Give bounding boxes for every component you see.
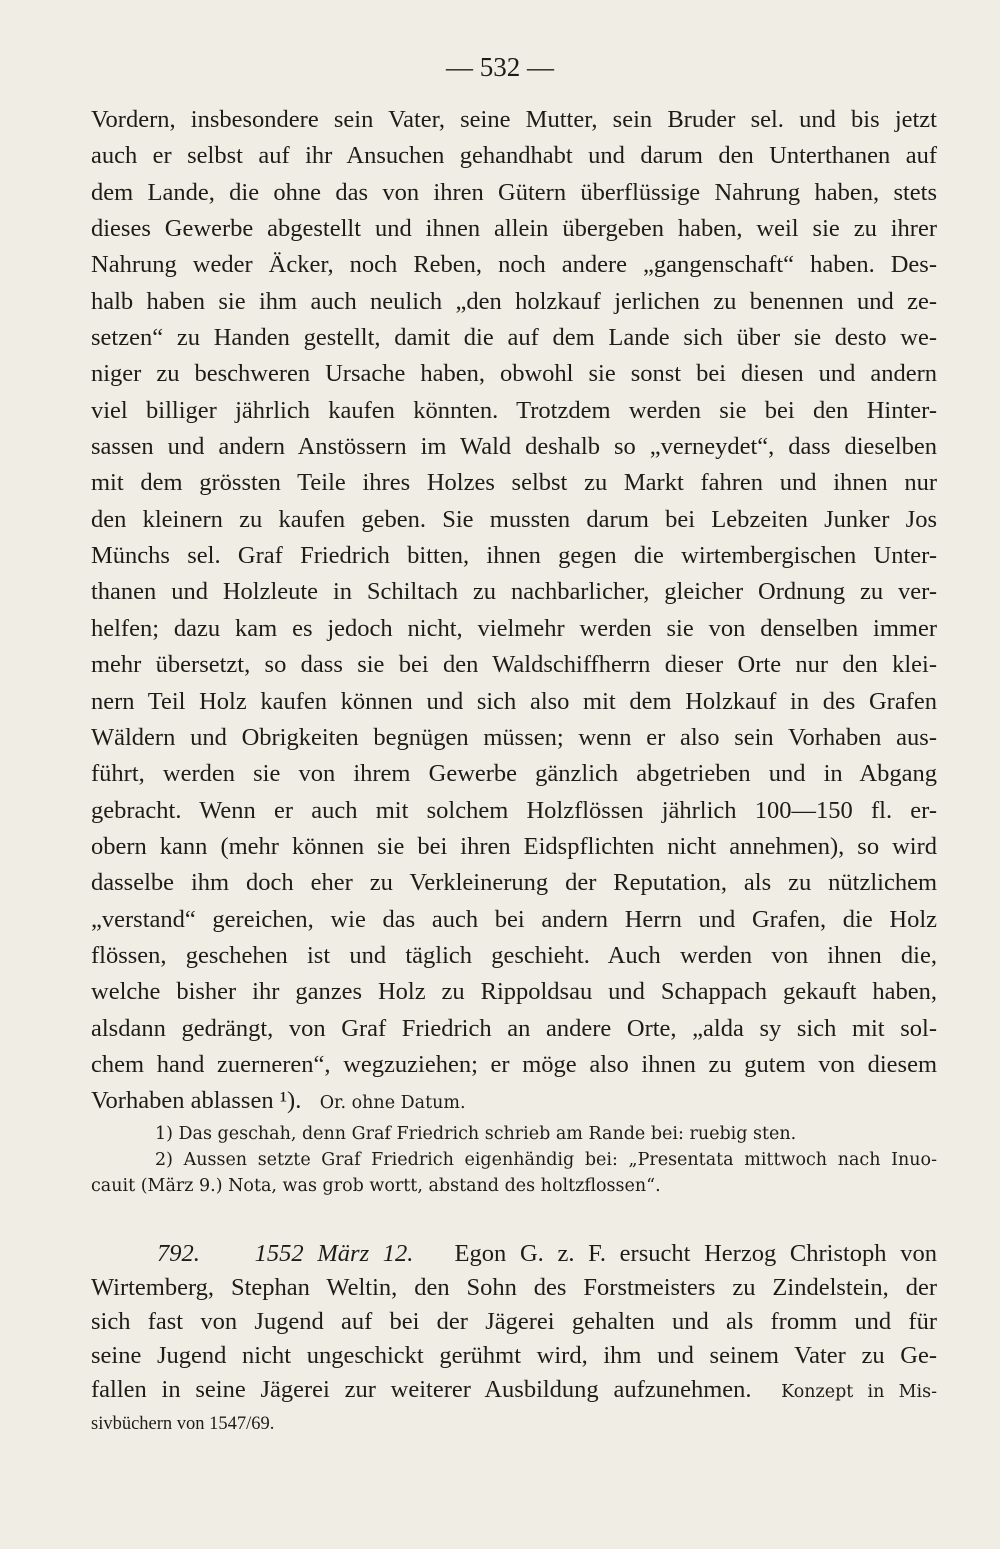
entry-number: 792. — [157, 1240, 200, 1267]
entry-source: Konzept in Mis- — [781, 1382, 938, 1403]
footnotes-block — [91, 1121, 937, 1199]
text-line-final — [91, 1083, 937, 1119]
text-line: dem Lande, die ohne das von ihren Gütern überflüssige Nahrung haben, stets — [91, 178, 937, 206]
text-line: helfen; dazu kam es jedoch nicht, vielmehr werden sie von denselben immer — [91, 614, 937, 642]
entry-line: Wirtemberg, Stephan Weltin, den Sohn des Forstmeisters zu Zindelstein, der — [91, 1274, 937, 1302]
text-line: führt, werden sie von ihrem Gewerbe gänzlich abgetrieben und in Abgang — [91, 760, 937, 788]
text-line: mit dem grössten Teile ihres Holzes selbst zu Markt fahren und ihnen nur — [91, 469, 937, 497]
entry-line: seine Jugend nicht ungeschickt gerühmt wird, ihm und seinem Vater zu Ge- — [91, 1342, 937, 1370]
text-line: Münchs sel. Graf Friedrich bitten, ihnen gegen die wirtembergischen Unter- — [91, 542, 937, 570]
text-line: setzen“ zu Handen gestellt, damit die auf dem Lande sich über sie desto we- — [91, 324, 937, 352]
text-line: Wäldern und Obrigkeiten begnügen müssen; wenn er also sein Vorhaben aus- — [91, 723, 937, 751]
footnote-2-cont: cauit (März 9.) Nota, was grob wortt, abstand des holtzflossen“. — [91, 1176, 661, 1196]
text-line: alsdann gedrängt, von Graf Friedrich an andere Orte, „alda sy sich mit sol- — [91, 1014, 937, 1042]
text-line: thanen und Holzleute in Schiltach zu nachbarlicher, gleicher Ordnung zu ver- — [91, 578, 937, 606]
text-line: chem hand zuerneren“, wegzuziehen; er möge also ihnen zu gutem von diesem — [91, 1050, 937, 1078]
text-line: flössen, geschehen ist und täglich geschieht. Auch werden von ihnen die, — [91, 941, 937, 969]
text-line: dasselbe ihm doch eher zu Verkleinerung der Reputation, als zu nützlichem — [91, 869, 937, 897]
entry-line-source — [91, 1373, 937, 1407]
text-line: viel billiger jährlich kaufen könnten. Trotzdem werden sie bei den Hinter- — [91, 396, 937, 424]
text-line: gebracht. Wenn er auch mit solchem Holzflössen jährlich 100—150 fl. er- — [91, 796, 937, 824]
entry-date: 1552 März 12. — [254, 1240, 414, 1267]
text-line: halb haben sie ihm auch neulich „den holzkauf jerlichen zu benennen und ze- — [91, 287, 937, 315]
text-line: welche bisher ihr ganzes Holz zu Rippoldsau und Schappach gekauft haben, — [91, 978, 937, 1006]
text-line: sassen und andern Anstössern im Wald deshalb so „verneydet“, dass dieselben — [91, 433, 937, 461]
text-line: mehr übersetzt, so dass sie bei den Waldschiffherrn dieser Orte nur den klei- — [91, 651, 937, 679]
entry-heading-line — [91, 1237, 937, 1271]
page-number: — 532 — — [446, 52, 554, 82]
entry-line: sich fast von Jugend auf bei der Jägerei gehalten und als fromm und für — [91, 1308, 937, 1336]
document-entry-792 — [91, 1237, 937, 1442]
text-line: „verstand“ gereichen, wie das auch bei andern Herrn und Grafen, die Holz — [91, 905, 937, 933]
footnote-2: 2) Aussen setzte Graf Friedrich eigenhändig bei: „Presentata mittwoch nach Inuo- — [155, 1150, 937, 1170]
text-line: den kleinern zu kaufen geben. Sie mussten darum bei Lebzeiten Junker Jos — [91, 505, 937, 533]
final-text: Vorhaben ablassen ¹). — [91, 1087, 302, 1115]
text-line: obern kann (mehr können sie bei ihren Eidspflichten nicht annehmen), so wird — [91, 832, 937, 860]
entry-text: fallen in seine Jägerei zur weiterer Ausbildung aufzunehmen. — [91, 1376, 752, 1404]
text-line: Vordern, insbesondere sein Vater, seine Mutter, sein Bruder sel. und bis jetzt — [91, 106, 937, 133]
entry-line-final: sivbüchern von 1547/69. — [91, 1414, 275, 1435]
text-line: Nahrung weder Äcker, noch Reben, noch andere „gangenschaft“ haben. Des- — [91, 251, 937, 279]
source-note: Or. ohne Datum. — [319, 1093, 466, 1114]
text-line: nern Teil Holz kaufen können und sich also mit dem Holzkauf in des Grafen — [91, 687, 937, 715]
text-line: auch er selbst auf ihr Ansuchen gehandhabt und darum den Unterthanen auf — [91, 142, 937, 170]
main-text-block — [91, 102, 937, 1120]
footnote-1: 1) Das geschah, denn Graf Friedrich schrieb am Rande bei: ruebig sten. — [155, 1124, 797, 1144]
text-line: dieses Gewerbe abgestellt und ihnen allein übergeben haben, weil sie zu ihrer — [91, 215, 937, 243]
entry-text: Egon G. z. F. ersucht Herzog Christoph von — [454, 1240, 938, 1267]
text-line: niger zu beschweren Ursache haben, obwohl sie sonst bei diesen und andern — [91, 360, 937, 388]
